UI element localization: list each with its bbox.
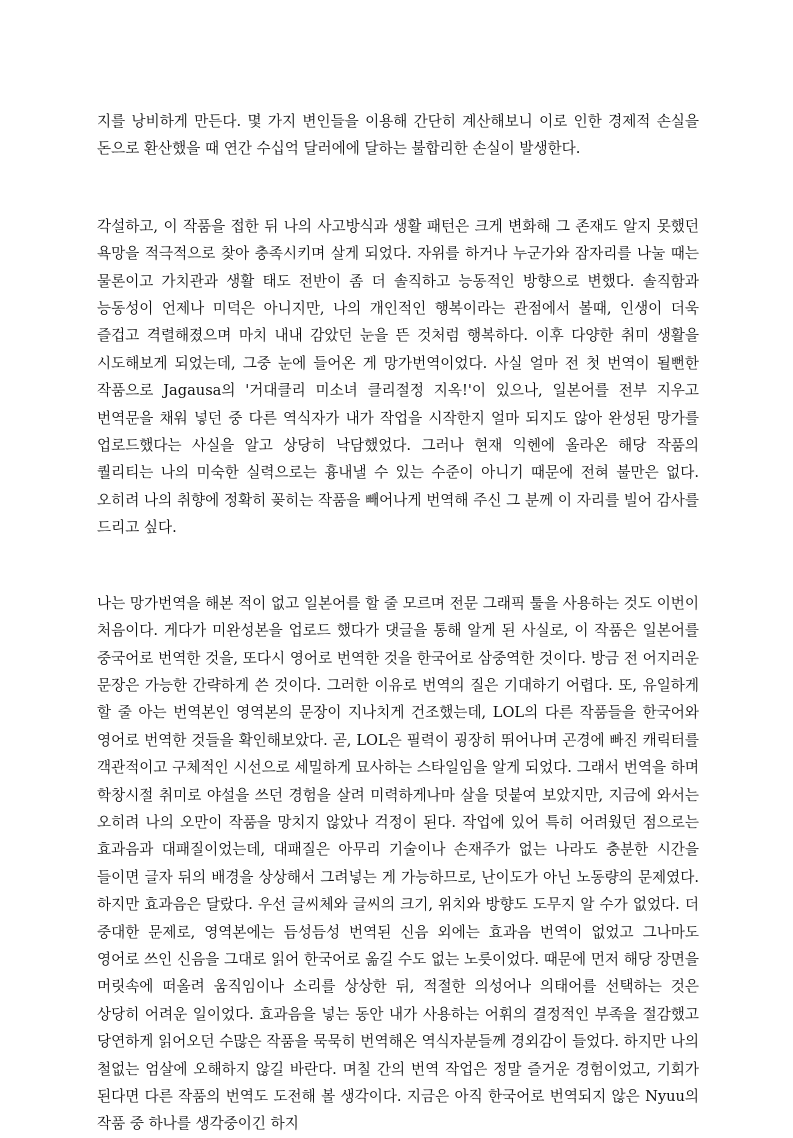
paragraph-experience: 각설하고, 이 작품을 접한 뒤 나의 사고방식과 생활 패턴은 크게 변화해 그 존재도 알지 못했던 욕망을 적극적으로 찾아 충족시키며 살게 되었다. 자위를 하거나 누군가와 잠자리를 나눌 때는 물론이고 가치관과 생활 태도 전반이 좀 더 솔직하고 능동적인 방향으로 변했다. 솔직함과 능동성이 언제나 미덕은 아니지만, 나의 개인적인 행복이라는 관점에서 볼때, 인생이 더욱 즐겁고 격렬해졌으며 마치 내내 감았던 눈을 뜬 것처럼 행복하다. 이후 다양한 취미 생활을 시도해보게 되었는데, 그중 눈에 들어온 게 망가번역이었다. 사실 얼마 전 첫 번역이 될뻔한 작품으로 Jagausa의 '거대클리 미소녀 클리절정 지옥!'이 있으나, 일본어를 전부 지우고 번역문을 채워 넣던 중 다른 역식자가 내가 작업을 시작한지 얼마 되지도 않아 완성된 망가를 업로드했다는 사실을 알고 상당히 낙담했었다. 그러나 현재 익헨에 올라온 해당 작품의 퀄리티는 나의 미숙한 실력으로는 흉내낼 수 있는 수준이 아니기 때문에 전혀 불만은 없다. 오히려 나의 취향에 정확히 꽂히는 작품을 빼어나게 번역해 주신 그 분께 이 자리를 빌어 감사를 드리고 싶다. (97, 217, 699, 537)
paragraph-translation-notes: 나는 망가번역을 해본 적이 없고 일본어를 할 줄 모르며 전문 그래픽 툴을 사용하는 것도 이번이 처음이다. 게다가 미완성본을 업로드 했다가 댓글을 통해 알게 된 사실로, 이 작품은 일본어를 중국어로 번역한 것을, 또다시 영어로 번역한 것을 한국어로 삼중역한 것이다. 방금 전 어지러운 문장은 가능한 간략하게 쓴 것이다. 그러한 이유로 번역의 질은 기대하기 어렵다. 또, 유일하게 할 줄 아는 번역본인 영역본의 문장이 지나치게 건조했는데, LOL의 다른 작품들을 한국어와 영어로 번역한 것들을 확인해보았다. 곧, LOL은 필력이 굉장히 뛰어나며 곤경에 빠진 캐릭터를 객관적이고 구체적인 시선으로 세밀하게 묘사하는 스타일임을 알게 되었다. 그래서 번역을 하며 학창시절 취미로 야설을 쓰던 경험을 살려 미력하게나마 살을 덧붙여 보았지만, 지금에 와서는 오히려 나의 오만이 작품을 망치지 않았나 걱정이 된다. 작업에 있어 특히 어려웠던 점으로는 효과음과 대패질이었는데, 대패질은 아무리 기술이나 손재주가 없는 나라도 충분한 시간을 들이면 글자 뒤의 배경을 상상해서 그려넣는 게 가능하므로, 난이도가 아닌 노동량의 문제였다.하지만 효과음은 달랐다. 우선 글씨체와 글씨의 크기, 위치와 방향도 도무지 알 수가 없었다. 더 중대한 문제로, 영역본에는 듬성듬성 번역된 신음 외에는 효과음 번역이 없었고 그나마도 영어로 쓰인 신음을 그대로 읽어 한국어로 옮길 수도 없는 노릇이었다. 때문에 먼저 해당 장면을 머릿속에 떠올려 움직임이나 소리를 상상한 뒤, 적절한 의성어나 의태어를 선택하는 것은 상당히 어려운 일이었다. 효과음을 넣는 동안 내가 사용하는 어휘의 결정적인 부족을 절감했고 당연하게 읽어오던 수많은 작품을 묵묵히 번역해온 역식자분들께 경외감이 들었다. 하지만 나의 철없는 엄살에 오해하지 않길 바란다. 며칠 간의 번역 작업은 정말 즐거운 경험이었고, 기회가 된다면 다른 작품의 번역도 도전해 볼 생각이다. 지금은 아직 한국어로 번역되지 않은 Nyuu의 작품 중 하나를 생각중이긴 하지 (97, 594, 699, 1133)
paragraph-intro-continuation: 지를 낭비하게 만든다. 몇 가지 변인들을 이용해 간단히 계산해보니 이로 인한 경제적 손실을 돈으로 환산했을 때 연간 수십억 달러에에 달하는 불합리한 손실이 발생한다. (97, 113, 699, 158)
